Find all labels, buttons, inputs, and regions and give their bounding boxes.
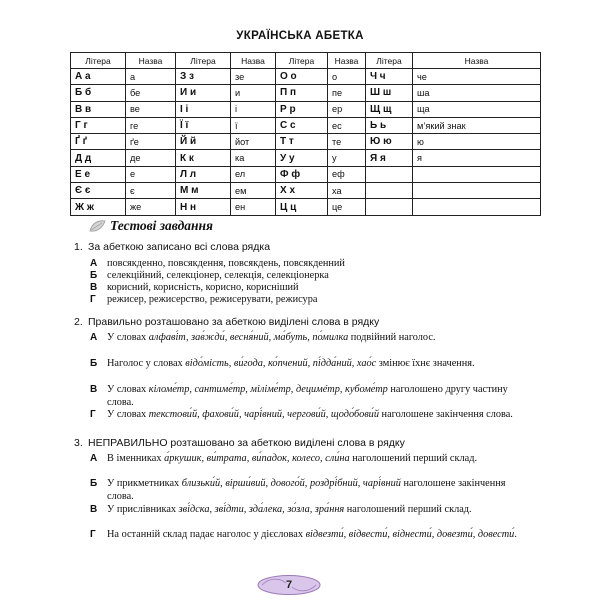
letter-cell: Щ щ bbox=[366, 101, 413, 117]
option-letter: А bbox=[90, 453, 98, 464]
name-cell: ем bbox=[231, 183, 276, 199]
col-header-name: Назва bbox=[328, 53, 366, 69]
name-cell: ю bbox=[413, 134, 541, 150]
name-cell: зе bbox=[231, 69, 276, 85]
question-text: НЕПРАВИЛЬНО розташовано за абеткою виділені слова в рядку bbox=[88, 437, 405, 449]
name-cell: ел bbox=[231, 166, 276, 182]
alphabet-table bbox=[70, 52, 541, 216]
option-item bbox=[90, 503, 520, 516]
option-text: У прислівниках зві́дска, зві́дти, зда́лека, зо́зла, зра́ння наголошений перший склад. bbox=[107, 504, 472, 515]
section-heading bbox=[88, 216, 213, 236]
letter-cell: Е е bbox=[71, 166, 126, 182]
name-cell: те bbox=[328, 134, 366, 150]
name-cell: ге bbox=[126, 117, 176, 133]
table-row bbox=[71, 183, 541, 199]
page-title: УКРАЇНСЬКА АБЕТКА bbox=[236, 30, 364, 42]
letter-cell: Ю ю bbox=[366, 134, 413, 150]
letter-cell: Р р bbox=[276, 101, 328, 117]
name-cell: це bbox=[328, 199, 366, 215]
option-item bbox=[90, 331, 520, 344]
option-item bbox=[90, 477, 520, 503]
name-cell: я bbox=[413, 150, 541, 166]
option-item bbox=[90, 528, 520, 541]
question-1 bbox=[74, 241, 270, 253]
page-number: 7 bbox=[285, 579, 293, 591]
col-header-letter: Літера bbox=[276, 53, 328, 69]
letter-cell: З з bbox=[176, 69, 231, 85]
letter-cell: І і bbox=[176, 101, 231, 117]
letter-cell: Ц ц bbox=[276, 199, 328, 215]
letter-cell: А а bbox=[71, 69, 126, 85]
leaf-icon bbox=[88, 219, 106, 233]
name-cell: же bbox=[126, 199, 176, 215]
page-number-badge bbox=[256, 574, 322, 596]
option-text: режисер, режисерство, режисерувати, режисура bbox=[107, 294, 318, 305]
table-row bbox=[71, 69, 541, 85]
table-row bbox=[71, 166, 541, 182]
option-letter: А bbox=[90, 332, 98, 343]
letter-cell: Ж ж bbox=[71, 199, 126, 215]
letter-cell: Л л bbox=[176, 166, 231, 182]
name-cell: о bbox=[328, 69, 366, 85]
name-cell: и bbox=[231, 85, 276, 101]
name-cell: ве bbox=[126, 101, 176, 117]
name-cell: ша bbox=[413, 85, 541, 101]
option-letter: В bbox=[90, 384, 98, 395]
table-row bbox=[71, 85, 541, 101]
letter-cell: В в bbox=[71, 101, 126, 117]
name-cell: йот bbox=[231, 134, 276, 150]
letter-cell: И и bbox=[176, 85, 231, 101]
question-number: 2. bbox=[74, 316, 83, 328]
question-text: За абеткою записано всі слова рядка bbox=[88, 241, 271, 253]
letter-cell: Є є bbox=[71, 183, 126, 199]
option-text: У прикметниках близьки́й, вірши́вий, дового́й, роздрі́бний, чарі́вний наголошене закінчення слова. bbox=[107, 478, 506, 502]
name-cell bbox=[413, 166, 541, 182]
question-number: 1. bbox=[74, 241, 83, 253]
section-title: Тестові завдання bbox=[110, 218, 213, 233]
letter-cell: Т т bbox=[276, 134, 328, 150]
name-cell: еф bbox=[328, 166, 366, 182]
name-cell: че bbox=[413, 69, 541, 85]
letter-cell: Ч ч bbox=[366, 69, 413, 85]
option-text: В іменниках а́ркушик, ви́трата, ви́падок, колесо, сли́на наголошений перший склад. bbox=[107, 453, 478, 464]
option-letter: Б bbox=[90, 358, 98, 369]
option-letter: Б bbox=[90, 478, 98, 489]
name-cell: пе bbox=[328, 85, 366, 101]
letter-cell: Й й bbox=[176, 134, 231, 150]
letter-cell: Г г bbox=[71, 117, 126, 133]
name-cell: а bbox=[126, 69, 176, 85]
col-header-name: Назва bbox=[126, 53, 176, 69]
option-letter: Г bbox=[90, 529, 96, 540]
option-letter: В bbox=[90, 504, 98, 515]
option-item bbox=[90, 408, 520, 421]
letter-cell: М м bbox=[176, 183, 231, 199]
name-cell: у bbox=[328, 150, 366, 166]
option-letter: Г bbox=[90, 409, 96, 420]
letter-cell: С с bbox=[276, 117, 328, 133]
table-row bbox=[71, 199, 541, 215]
col-header-letter: Літера bbox=[71, 53, 126, 69]
letter-cell: Ф ф bbox=[276, 166, 328, 182]
option-text: У словах текстови́й, фахови́й, чарі́вний, чергови́й, щодо́бови́й наголошене закінчення слова. bbox=[107, 409, 513, 420]
option-text: На останній склад падає наголос у дієсловах відвезти́, відвести́, віднести́, довезти́, довести́. bbox=[107, 529, 517, 540]
col-header-name: Назва bbox=[413, 53, 541, 69]
table-header-row bbox=[71, 53, 541, 69]
letter-cell: Ш ш bbox=[366, 85, 413, 101]
name-cell: ґе bbox=[126, 134, 176, 150]
option-text: У словах кіломе́тр, сантиме́тр, міліме́тр, децимéтр, кубоме́тр наголошено другу частину слова. bbox=[107, 384, 508, 408]
option-text: корисний, корисність, корисно, корисніший bbox=[107, 282, 299, 293]
col-header-name: Назва bbox=[231, 53, 276, 69]
option-text: У словах алфаві́т, зав́жди́, весня́ний, ма́буть, по́милка подвійний наголос. bbox=[107, 332, 436, 343]
letter-cell: Ї ї bbox=[176, 117, 231, 133]
table-row bbox=[71, 101, 541, 117]
letter-cell: У у bbox=[276, 150, 328, 166]
letter-cell: К к bbox=[176, 150, 231, 166]
letter-cell bbox=[366, 199, 413, 215]
name-cell: і bbox=[231, 101, 276, 117]
letter-cell: Б б bbox=[71, 85, 126, 101]
option-item bbox=[90, 293, 520, 306]
question-3 bbox=[74, 437, 405, 449]
question-text: Правильно розташовано за абеткою виділені слова в рядку bbox=[88, 316, 380, 328]
option-letter: А bbox=[90, 258, 98, 269]
name-cell bbox=[413, 183, 541, 199]
name-cell: де bbox=[126, 150, 176, 166]
name-cell: ї bbox=[231, 117, 276, 133]
option-text: повсякденно, повсякдення, повсякдень, повсякденний bbox=[107, 258, 345, 269]
name-cell: ес bbox=[328, 117, 366, 133]
table-row bbox=[71, 150, 541, 166]
name-cell: ка bbox=[231, 150, 276, 166]
question-2 bbox=[74, 316, 379, 328]
option-letter: Б bbox=[90, 270, 98, 281]
letter-cell bbox=[366, 166, 413, 182]
option-text: Наголос у словах відо́мість, ви́года, ко́пчений, пі́дда́ний, хао́с змінює їхнє значення. bbox=[107, 358, 475, 369]
table-row bbox=[71, 134, 541, 150]
option-item bbox=[90, 452, 520, 465]
name-cell: є bbox=[126, 183, 176, 199]
letter-cell: Х х bbox=[276, 183, 328, 199]
letter-cell: Д д bbox=[71, 150, 126, 166]
name-cell: е bbox=[126, 166, 176, 182]
col-header-letter: Літера bbox=[366, 53, 413, 69]
letter-cell: О о bbox=[276, 69, 328, 85]
letter-cell: Ґ ґ bbox=[71, 134, 126, 150]
option-item bbox=[90, 383, 520, 409]
name-cell: ен bbox=[231, 199, 276, 215]
letter-cell bbox=[366, 183, 413, 199]
option-item bbox=[90, 357, 520, 370]
option-letter: В bbox=[90, 282, 98, 293]
letter-cell: Н н bbox=[176, 199, 231, 215]
letter-cell: Ь ь bbox=[366, 117, 413, 133]
name-cell: ща bbox=[413, 101, 541, 117]
name-cell: м’який знак bbox=[413, 117, 541, 133]
col-header-letter: Літера bbox=[176, 53, 231, 69]
name-cell: бе bbox=[126, 85, 176, 101]
table-row bbox=[71, 117, 541, 133]
letter-cell: П п bbox=[276, 85, 328, 101]
letter-cell: Я я bbox=[366, 150, 413, 166]
name-cell: ха bbox=[328, 183, 366, 199]
option-text: селекційний, селекціонер, селекція, селекціонерка bbox=[107, 270, 329, 281]
option-letter: Г bbox=[90, 294, 96, 305]
name-cell: ер bbox=[328, 101, 366, 117]
name-cell bbox=[413, 199, 541, 215]
question-number: 3. bbox=[74, 437, 83, 449]
